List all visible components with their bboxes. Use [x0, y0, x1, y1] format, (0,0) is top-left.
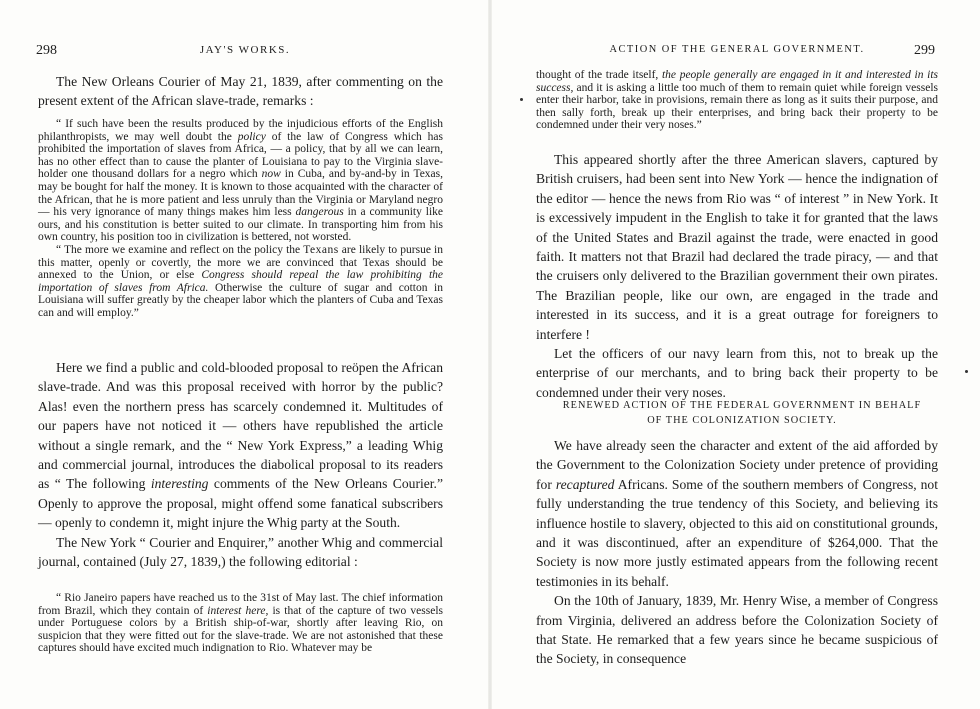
quote-block-2: [38, 592, 443, 655]
body-block-right: [536, 150, 938, 402]
body-paragraph-2: The New York “ Courier and Enquirer,” another Whig and commercial journal, contained (July 27, 1839,) the following editorial :: [38, 534, 443, 570]
quote-1-paragraph-2: “ The more we examine and reflect on the policy the Texans are likely to pursue in this matter, openly or covertly, the more we are convinced that Texas should be annexed to the Union, or else Congress should repeal the law prohibiting the importation of slaves from Africa. Otherwise the culture of sugar and cotton in Louisiana will suffer greatly by the cheaper labor which the planters of Cuba and Texas can and will employ.”: [38, 243, 444, 319]
right-paragraph-1: This appeared shortly after the three American slavers, captured by British cruisers, had been sent into New York — hence the indignation of the editor — hence the news from Rio was “ of interest ” in New York. It is excessively impudent in the English to take it for granted that the laws of the United States and Brazil against the trade, were enacted in good faith. It matters not that Brazil had declared the trade piracy, — and that the cruisers only delivered to the Brazilian government their own pirates. The Brazilian people, like our own, are engaged in the trade and interested in its success, and it is a great outrage for foreigners to interfere !: [536, 152, 938, 342]
left-page-number: 298: [36, 43, 57, 58]
ink-spot: [965, 370, 968, 373]
right-paragraph-3: We have already seen the character and extent of the aid afforded by the Government to the Colonization Society under pretence of providing for recaptured Africans. Some of the southern members of Congress, not fully understanding the true tendency of this Society, and believing its influence hostile to slavery, objected to this aid on constitutional grounds, and it was discontinued, after an expenditure of $264,000. That the Society is now more justly estimated appears from the following recent testimonies in its behalf.: [536, 438, 938, 589]
right-paragraph-2: Let the officers of our navy learn from this, not to break up the enterprise of our merchants, and to bring back their property to be condemned under their very noses.: [536, 346, 938, 400]
intro-paragraph: [38, 72, 443, 111]
right-paragraph-4: On the 10th of January, 1839, Mr. Henry Wise, a member of Congress from Virginia, delivered an address before the Colonization Society of that State. He remarked that a few years since he became suspicious of the Society, in consequence: [536, 593, 938, 667]
body-block-1: [38, 358, 443, 571]
section-heading: [536, 398, 948, 428]
section-heading-line-1: RENEWED ACTION OF THE FEDERAL GOVERNMENT IN BEHALF: [562, 400, 922, 411]
left-running-head: JAY'S WORKS.: [199, 44, 291, 56]
right-page: [490, 0, 980, 709]
quote-continuation: [536, 69, 938, 132]
right-page-number: 299: [914, 43, 935, 58]
ink-spot: [520, 98, 523, 101]
body-paragraph-1: Here we find a public and cold-blooded proposal to reöpen the African slave-trade. And was this proposal received with horror by the public? Alas! even the northern press has scarcely condemned it. Multitudes of our papers have not noticed it — others have republished the article without a single remark, and the “ New York Express,” a leading Whig and commercial journal, introduces the diabolical proposal to its readers as “ The following interesting comments of the New Orleans Courier.” Openly to approve the proposal, might offend some fanatical subscribers — openly to condemn it, might injure the Whig party at the South.: [38, 360, 443, 531]
section-heading-line-2: OF THE COLONIZATION SOCIETY.: [647, 415, 837, 426]
body-block-right-2: [536, 436, 938, 669]
quote-2-paragraph: “ Rio Janeiro papers have reached us to the 31st of May last. The chief information from Brazil, which they contain of interest here, is that of the capture of two vessels under Portuguese colors by a British ship-of-war, shortly after leaving Rio, on suspicion that they were fitted out for the slave-trade. We are not astonished that these captures should have excited much indignation to Rio. Whatever may be: [38, 592, 443, 655]
quote-block-1: [38, 118, 443, 320]
quote-1-paragraph-1: “ If such have been the results produced by the injudicious efforts of the English philanthropists, we may well doubt the policy of the law of Congress which has prohibited the importation of slaves from Africa, — a policy, that by all we can learn, has no other effect than to cause the planter of Louisiana to pay to the Virginia slave-holder one thousand dollars for a negro which now in Cuba, and by-and-by in Texas, may be bought for half the money. It is known to those acquainted with the character of the African, that he is more patient and less unruly than the Virginia or Maryland negro — his very ignorance of many things makes him less dangerous in a community like ours, and his constitution is better suited to our climate. In transporting him from his own country, his position too in civilization is bettered, not worsted.: [38, 118, 444, 244]
right-running-head: ACTION OF THE GENERAL GOVERNMENT.: [609, 44, 865, 55]
quote-continuation-text: thought of the trade itself, the people generally are engaged in it and interested in its success, and it is asking a little too much of them to remain quiet while foreign vessels enter their harbor, take in provisions, remain there as long as it suits their purpose, and then sally forth, break up their enterprises, and bring back their property to be condemned under their very noses.”: [536, 69, 939, 132]
intro-text: The New Orleans Courier of May 21, 1839, after commenting on the present extent of the African slave-trade, remarks :: [38, 74, 443, 109]
